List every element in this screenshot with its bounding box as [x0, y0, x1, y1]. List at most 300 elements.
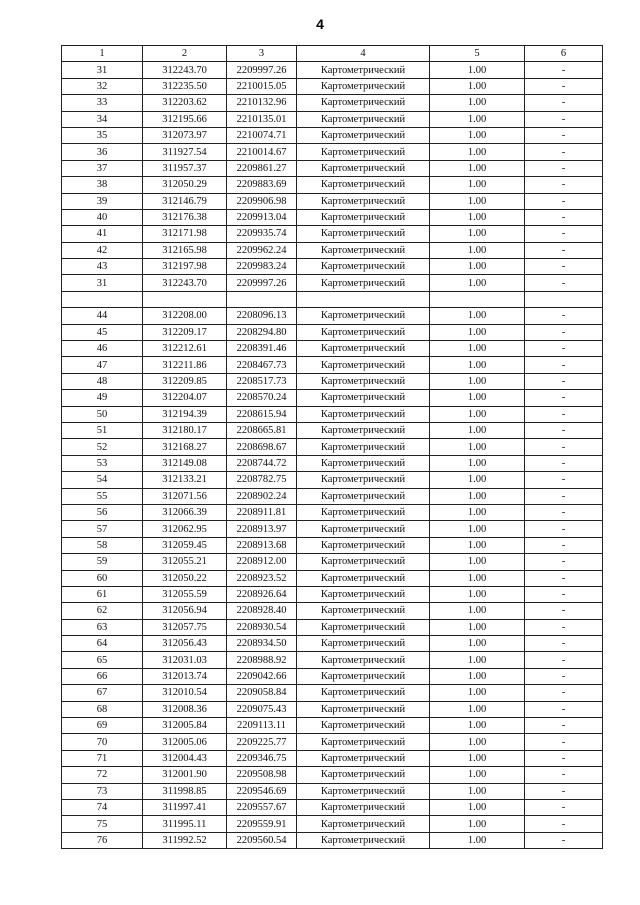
point-number-cell: 43 — [62, 259, 143, 275]
y-coordinate-cell: 2209913.04 — [227, 209, 297, 225]
table-row — [62, 341, 603, 357]
description-cell: - — [525, 160, 603, 176]
y-coordinate-cell: 2209508.98 — [227, 767, 297, 783]
table-row — [62, 422, 603, 438]
point-number-cell: 70 — [62, 734, 143, 750]
point-number-cell — [62, 291, 143, 307]
x-coordinate-cell: 311992.52 — [143, 832, 227, 848]
method-cell: Картометрический — [297, 783, 430, 799]
accuracy-cell: 1.00 — [430, 111, 525, 127]
accuracy-cell: 1.00 — [430, 357, 525, 373]
x-coordinate-cell: 311997.41 — [143, 799, 227, 815]
x-coordinate-cell: 312004.43 — [143, 750, 227, 766]
point-number-cell: 58 — [62, 537, 143, 553]
x-coordinate-cell: 312001.90 — [143, 767, 227, 783]
accuracy-cell: 1.00 — [430, 242, 525, 258]
description-cell: - — [525, 685, 603, 701]
y-coordinate-cell: 2209559.91 — [227, 816, 297, 832]
y-coordinate-cell — [227, 291, 297, 307]
point-number-cell: 46 — [62, 341, 143, 357]
description-cell: - — [525, 390, 603, 406]
y-coordinate-cell: 2208570.24 — [227, 390, 297, 406]
description-cell: - — [525, 783, 603, 799]
accuracy-cell: 1.00 — [430, 701, 525, 717]
table-row — [62, 652, 603, 668]
table-row — [62, 439, 603, 455]
method-cell: Картометрический — [297, 619, 430, 635]
x-coordinate-cell: 312235.50 — [143, 78, 227, 94]
y-coordinate-cell: 2209997.26 — [227, 275, 297, 291]
point-number-cell: 53 — [62, 455, 143, 471]
x-coordinate-cell: 312195.66 — [143, 111, 227, 127]
accuracy-cell: 1.00 — [430, 668, 525, 684]
description-cell: - — [525, 701, 603, 717]
x-coordinate-cell: 312209.85 — [143, 373, 227, 389]
column-header-2: 2 — [143, 46, 227, 62]
column-header-4: 4 — [297, 46, 430, 62]
method-cell: Картометрический — [297, 734, 430, 750]
table-row — [62, 324, 603, 340]
table-row — [62, 160, 603, 176]
description-cell: - — [525, 406, 603, 422]
accuracy-cell: 1.00 — [430, 619, 525, 635]
point-number-cell: 62 — [62, 603, 143, 619]
description-cell: - — [525, 226, 603, 242]
point-number-cell: 63 — [62, 619, 143, 635]
description-cell: - — [525, 668, 603, 684]
description-cell: - — [525, 619, 603, 635]
table-row — [62, 144, 603, 160]
point-number-cell: 67 — [62, 685, 143, 701]
point-number-cell: 38 — [62, 177, 143, 193]
point-number-cell: 72 — [62, 767, 143, 783]
point-number-cell: 31 — [62, 62, 143, 78]
method-cell: Картометрический — [297, 652, 430, 668]
accuracy-cell: 1.00 — [430, 439, 525, 455]
description-cell: - — [525, 242, 603, 258]
point-number-cell: 69 — [62, 718, 143, 734]
method-cell: Картометрический — [297, 668, 430, 684]
point-number-cell: 41 — [62, 226, 143, 242]
description-cell: - — [525, 521, 603, 537]
y-coordinate-cell: 2210074.71 — [227, 127, 297, 143]
x-coordinate-cell — [143, 291, 227, 307]
x-coordinate-cell: 312168.27 — [143, 439, 227, 455]
x-coordinate-cell: 312056.43 — [143, 636, 227, 652]
page-number: 4 — [316, 16, 324, 32]
y-coordinate-cell: 2209861.27 — [227, 160, 297, 176]
description-cell: - — [525, 357, 603, 373]
column-header-5: 5 — [430, 46, 525, 62]
x-coordinate-cell: 312050.22 — [143, 570, 227, 586]
point-number-cell: 34 — [62, 111, 143, 127]
x-coordinate-cell: 312062.95 — [143, 521, 227, 537]
x-coordinate-cell: 312211.86 — [143, 357, 227, 373]
description-cell: - — [525, 308, 603, 324]
y-coordinate-cell: 2209883.69 — [227, 177, 297, 193]
method-cell: Картометрический — [297, 799, 430, 815]
description-cell: - — [525, 324, 603, 340]
x-coordinate-cell: 312055.59 — [143, 586, 227, 602]
point-number-cell: 65 — [62, 652, 143, 668]
accuracy-cell: 1.00 — [430, 554, 525, 570]
x-coordinate-cell: 312013.74 — [143, 668, 227, 684]
method-cell: Картометрический — [297, 275, 430, 291]
table-row — [62, 390, 603, 406]
accuracy-cell: 1.00 — [430, 750, 525, 766]
point-number-cell: 60 — [62, 570, 143, 586]
description-cell: - — [525, 636, 603, 652]
method-cell: Картометрический — [297, 406, 430, 422]
description-cell: - — [525, 799, 603, 815]
method-cell: Картометрический — [297, 78, 430, 94]
x-coordinate-cell: 312197.98 — [143, 259, 227, 275]
method-cell: Картометрический — [297, 193, 430, 209]
accuracy-cell: 1.00 — [430, 390, 525, 406]
table-row — [62, 783, 603, 799]
y-coordinate-cell: 2208744.72 — [227, 455, 297, 471]
table-row — [62, 504, 603, 520]
point-number-cell: 31 — [62, 275, 143, 291]
table-header — [62, 46, 603, 62]
x-coordinate-cell: 312176.38 — [143, 209, 227, 225]
description-cell: - — [525, 554, 603, 570]
point-number-cell: 51 — [62, 422, 143, 438]
accuracy-cell: 1.00 — [430, 226, 525, 242]
accuracy-cell: 1.00 — [430, 537, 525, 553]
description-cell: - — [525, 570, 603, 586]
method-cell: Картометрический — [297, 209, 430, 225]
x-coordinate-cell: 312180.17 — [143, 422, 227, 438]
method-cell: Картометрический — [297, 455, 430, 471]
point-number-cell: 74 — [62, 799, 143, 815]
point-number-cell: 61 — [62, 586, 143, 602]
point-number-cell: 45 — [62, 324, 143, 340]
method-cell: Картометрический — [297, 816, 430, 832]
accuracy-cell: 1.00 — [430, 341, 525, 357]
description-cell: - — [525, 750, 603, 766]
table-row — [62, 308, 603, 324]
table-row — [62, 177, 603, 193]
table-row — [62, 701, 603, 717]
accuracy-cell: 1.00 — [430, 127, 525, 143]
y-coordinate-cell: 2208294.80 — [227, 324, 297, 340]
method-cell: Картометрический — [297, 144, 430, 160]
y-coordinate-cell: 2210135.01 — [227, 111, 297, 127]
table-row — [62, 95, 603, 111]
table-row — [62, 62, 603, 78]
description-cell: - — [525, 422, 603, 438]
table-row — [62, 750, 603, 766]
accuracy-cell: 1.00 — [430, 799, 525, 815]
table-row — [62, 554, 603, 570]
y-coordinate-cell: 2208913.68 — [227, 537, 297, 553]
method-cell: Картометрический — [297, 95, 430, 111]
x-coordinate-cell: 312005.84 — [143, 718, 227, 734]
point-number-cell: 57 — [62, 521, 143, 537]
x-coordinate-cell: 312133.21 — [143, 472, 227, 488]
y-coordinate-cell: 2208913.97 — [227, 521, 297, 537]
accuracy-cell: 1.00 — [430, 504, 525, 520]
point-number-cell: 68 — [62, 701, 143, 717]
method-cell: Картометрический — [297, 586, 430, 602]
description-cell: - — [525, 455, 603, 471]
table-row — [62, 636, 603, 652]
method-cell: Картометрический — [297, 373, 430, 389]
table-row — [62, 816, 603, 832]
point-number-cell: 47 — [62, 357, 143, 373]
table-row — [62, 718, 603, 734]
accuracy-cell — [430, 291, 525, 307]
method-cell: Картометрический — [297, 832, 430, 848]
x-coordinate-cell: 312165.98 — [143, 242, 227, 258]
y-coordinate-cell: 2208615.94 — [227, 406, 297, 422]
accuracy-cell: 1.00 — [430, 652, 525, 668]
header-row — [62, 46, 603, 62]
point-number-cell: 54 — [62, 472, 143, 488]
point-number-cell: 76 — [62, 832, 143, 848]
description-cell: - — [525, 439, 603, 455]
description-cell: - — [525, 95, 603, 111]
description-cell: - — [525, 734, 603, 750]
description-cell: - — [525, 472, 603, 488]
point-number-cell: 40 — [62, 209, 143, 225]
point-number-cell: 33 — [62, 95, 143, 111]
method-cell: Картометрический — [297, 767, 430, 783]
y-coordinate-cell: 2208928.40 — [227, 603, 297, 619]
method-cell: Картометрический — [297, 488, 430, 504]
method-cell: Картометрический — [297, 439, 430, 455]
method-cell: Картометрический — [297, 390, 430, 406]
accuracy-cell: 1.00 — [430, 160, 525, 176]
accuracy-cell: 1.00 — [430, 275, 525, 291]
method-cell: Картометрический — [297, 308, 430, 324]
y-coordinate-cell: 2208698.67 — [227, 439, 297, 455]
point-number-cell: 42 — [62, 242, 143, 258]
description-cell: - — [525, 537, 603, 553]
y-coordinate-cell: 2210015.05 — [227, 78, 297, 94]
accuracy-cell: 1.00 — [430, 570, 525, 586]
x-coordinate-cell: 312204.07 — [143, 390, 227, 406]
y-coordinate-cell: 2209983.24 — [227, 259, 297, 275]
method-cell: Картометрический — [297, 472, 430, 488]
table-body — [62, 62, 603, 849]
method-cell: Картометрический — [297, 750, 430, 766]
table-row — [62, 767, 603, 783]
accuracy-cell: 1.00 — [430, 62, 525, 78]
method-cell: Картометрический — [297, 177, 430, 193]
table-row — [62, 226, 603, 242]
accuracy-cell: 1.00 — [430, 144, 525, 160]
point-number-cell: 44 — [62, 308, 143, 324]
point-number-cell: 66 — [62, 668, 143, 684]
y-coordinate-cell: 2208930.54 — [227, 619, 297, 635]
table-row — [62, 275, 603, 291]
description-cell: - — [525, 127, 603, 143]
accuracy-cell: 1.00 — [430, 488, 525, 504]
accuracy-cell: 1.00 — [430, 193, 525, 209]
table-row — [62, 832, 603, 848]
y-coordinate-cell: 2208665.81 — [227, 422, 297, 438]
table-row — [62, 537, 603, 553]
x-coordinate-cell: 312005.06 — [143, 734, 227, 750]
description-cell: - — [525, 718, 603, 734]
point-number-cell: 52 — [62, 439, 143, 455]
method-cell: Картометрический — [297, 603, 430, 619]
table-row — [62, 78, 603, 94]
method-cell: Картометрический — [297, 422, 430, 438]
x-coordinate-cell: 312071.56 — [143, 488, 227, 504]
accuracy-cell: 1.00 — [430, 718, 525, 734]
table-row — [62, 455, 603, 471]
accuracy-cell: 1.00 — [430, 455, 525, 471]
y-coordinate-cell: 2209075.43 — [227, 701, 297, 717]
method-cell: Картометрический — [297, 62, 430, 78]
accuracy-cell: 1.00 — [430, 177, 525, 193]
point-number-cell: 73 — [62, 783, 143, 799]
point-number-cell: 71 — [62, 750, 143, 766]
x-coordinate-cell: 312057.75 — [143, 619, 227, 635]
point-number-cell: 49 — [62, 390, 143, 406]
coordinates-table — [61, 45, 603, 849]
accuracy-cell: 1.00 — [430, 586, 525, 602]
table-row — [62, 619, 603, 635]
accuracy-cell: 1.00 — [430, 783, 525, 799]
table-row — [62, 668, 603, 684]
point-number-cell: 35 — [62, 127, 143, 143]
method-cell: Картометрический — [297, 127, 430, 143]
accuracy-cell: 1.00 — [430, 685, 525, 701]
point-number-cell: 64 — [62, 636, 143, 652]
description-cell: - — [525, 504, 603, 520]
x-coordinate-cell: 312194.39 — [143, 406, 227, 422]
y-coordinate-cell: 2210014.67 — [227, 144, 297, 160]
point-number-cell: 32 — [62, 78, 143, 94]
description-cell — [525, 291, 603, 307]
y-coordinate-cell: 2209557.67 — [227, 799, 297, 815]
accuracy-cell: 1.00 — [430, 209, 525, 225]
description-cell: - — [525, 373, 603, 389]
x-coordinate-cell: 312208.00 — [143, 308, 227, 324]
y-coordinate-cell: 2208782.75 — [227, 472, 297, 488]
table-row — [62, 291, 603, 307]
method-cell: Картометрический — [297, 570, 430, 586]
point-number-cell: 59 — [62, 554, 143, 570]
x-coordinate-cell: 312203.62 — [143, 95, 227, 111]
table-row — [62, 734, 603, 750]
y-coordinate-cell: 2208923.52 — [227, 570, 297, 586]
y-coordinate-cell: 2208988.92 — [227, 652, 297, 668]
method-cell: Картометрический — [297, 226, 430, 242]
description-cell: - — [525, 177, 603, 193]
table-row — [62, 259, 603, 275]
table-row — [62, 193, 603, 209]
y-coordinate-cell: 2208934.50 — [227, 636, 297, 652]
method-cell: Картометрический — [297, 521, 430, 537]
y-coordinate-cell: 2209546.69 — [227, 783, 297, 799]
accuracy-cell: 1.00 — [430, 422, 525, 438]
method-cell: Картометрический — [297, 537, 430, 553]
y-coordinate-cell: 2209113.11 — [227, 718, 297, 734]
table-row — [62, 685, 603, 701]
accuracy-cell: 1.00 — [430, 78, 525, 94]
method-cell: Картометрический — [297, 636, 430, 652]
point-number-cell: 37 — [62, 160, 143, 176]
x-coordinate-cell: 312055.21 — [143, 554, 227, 570]
column-header-3: 3 — [227, 46, 297, 62]
description-cell: - — [525, 586, 603, 602]
y-coordinate-cell: 2208926.64 — [227, 586, 297, 602]
table-row — [62, 111, 603, 127]
point-number-cell: 75 — [62, 816, 143, 832]
table-row — [62, 570, 603, 586]
x-coordinate-cell: 312212.61 — [143, 341, 227, 357]
table-row — [62, 406, 603, 422]
table-row — [62, 242, 603, 258]
method-cell: Картометрический — [297, 504, 430, 520]
y-coordinate-cell: 2209058.84 — [227, 685, 297, 701]
x-coordinate-cell: 312050.29 — [143, 177, 227, 193]
y-coordinate-cell: 2208517.73 — [227, 373, 297, 389]
table-row — [62, 472, 603, 488]
table-row — [62, 209, 603, 225]
y-coordinate-cell: 2209225.77 — [227, 734, 297, 750]
point-number-cell: 56 — [62, 504, 143, 520]
point-number-cell: 48 — [62, 373, 143, 389]
method-cell: Картометрический — [297, 242, 430, 258]
description-cell: - — [525, 259, 603, 275]
accuracy-cell: 1.00 — [430, 95, 525, 111]
point-number-cell: 55 — [62, 488, 143, 504]
method-cell: Картометрический — [297, 357, 430, 373]
description-cell: - — [525, 193, 603, 209]
column-header-1: 1 — [62, 46, 143, 62]
y-coordinate-cell: 2208096.13 — [227, 308, 297, 324]
y-coordinate-cell: 2209906.98 — [227, 193, 297, 209]
description-cell: - — [525, 144, 603, 160]
method-cell: Картометрический — [297, 718, 430, 734]
x-coordinate-cell: 312059.45 — [143, 537, 227, 553]
y-coordinate-cell: 2208911.81 — [227, 504, 297, 520]
y-coordinate-cell: 2208467.73 — [227, 357, 297, 373]
y-coordinate-cell: 2209560.54 — [227, 832, 297, 848]
x-coordinate-cell: 312073.97 — [143, 127, 227, 143]
table-row — [62, 357, 603, 373]
x-coordinate-cell: 312056.94 — [143, 603, 227, 619]
description-cell: - — [525, 832, 603, 848]
y-coordinate-cell: 2210132.96 — [227, 95, 297, 111]
point-number-cell: 39 — [62, 193, 143, 209]
table-row — [62, 521, 603, 537]
description-cell: - — [525, 652, 603, 668]
x-coordinate-cell: 312149.08 — [143, 455, 227, 471]
x-coordinate-cell: 312243.70 — [143, 62, 227, 78]
accuracy-cell: 1.00 — [430, 308, 525, 324]
x-coordinate-cell: 311957.37 — [143, 160, 227, 176]
x-coordinate-cell: 312171.98 — [143, 226, 227, 242]
x-coordinate-cell: 312243.70 — [143, 275, 227, 291]
method-cell: Картометрический — [297, 701, 430, 717]
x-coordinate-cell: 312010.54 — [143, 685, 227, 701]
method-cell: Картометрический — [297, 111, 430, 127]
accuracy-cell: 1.00 — [430, 816, 525, 832]
x-coordinate-cell: 312008.36 — [143, 701, 227, 717]
x-coordinate-cell: 312146.79 — [143, 193, 227, 209]
y-coordinate-cell: 2208912.00 — [227, 554, 297, 570]
accuracy-cell: 1.00 — [430, 373, 525, 389]
x-coordinate-cell: 312209.17 — [143, 324, 227, 340]
description-cell: - — [525, 488, 603, 504]
